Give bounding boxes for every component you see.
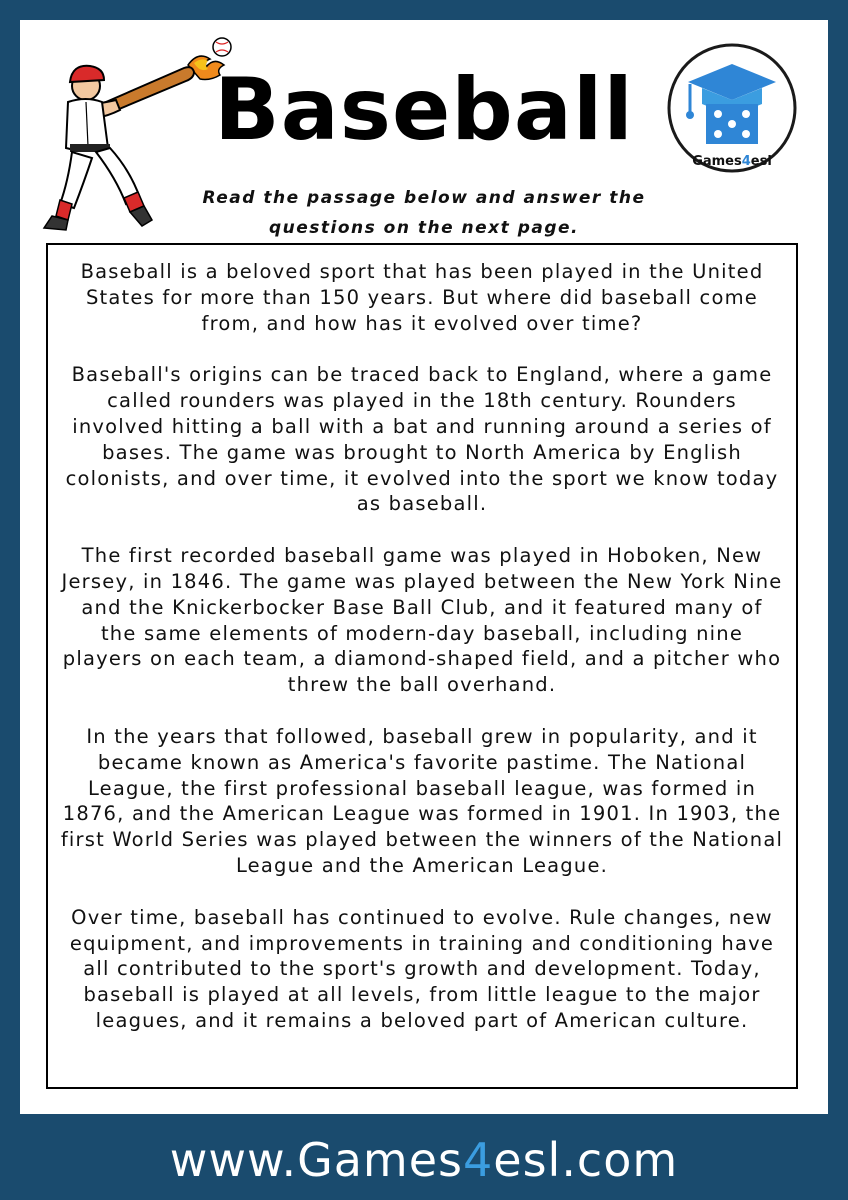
website-footer[interactable]	[0, 1130, 848, 1190]
footer-url-accent: 4	[462, 1133, 494, 1187]
logo-wordmark	[666, 154, 798, 169]
passage-paragraph-1: Baseball is a beloved sport that has been played in the United States for more than 150 years. But where did baseball come from, and how has it evolved over time?	[80, 260, 764, 335]
reading-passage	[48, 259, 796, 1060]
instructions-line-1: Read the passage below and answer the	[202, 188, 646, 208]
passage-paragraph-2: Baseball's origins can be traced back to England, where a game called rounders was played in the 18th century. Rounders involved hitting a ball with a bat and running around a series of bases. The game was brought to North America by English colonists, and over time, it evolved into the sport we know today as baseball.	[65, 363, 779, 516]
logo-text-suffix: esl	[750, 154, 772, 169]
passage-paragraph-3: The first recorded baseball game was played in Hoboken, New Jersey, in 1846. The game was played between the New York Nine and the Knickerbocker Base Ball Club, and it featured many of the same elements of modern-day baseball, including nine players on each team, a diamond-shaped field, and a pitcher who threw the ball overhand.	[61, 544, 783, 697]
instructions-line-2: questions on the next page.	[268, 218, 579, 238]
footer-url-prefix: www.Games	[169, 1133, 463, 1187]
logo-text-accent: 4	[741, 154, 751, 169]
reading-passage-box	[46, 243, 798, 1089]
passage-paragraph-5: Over time, baseball has continued to evolve. Rule changes, new equipment, and improvements in training and conditioning have all contributed to the sport's growth and development. Today, baseball is played at all levels, from little league to the major leagues, and it remains a beloved part of American culture.	[69, 905, 775, 1032]
instructions	[180, 183, 668, 243]
passage-paragraph-4: In the years that followed, baseball grew in popularity, and it became known as America's favorite pastime. The National League, the first professional baseball league, was formed in 1876, and the American League was formed in 1901. In 1903, the first World Series was played between the winners of the National League and the American League.	[60, 724, 784, 877]
logo-text-prefix: Games	[692, 154, 742, 169]
footer-url-suffix: esl.com	[493, 1133, 679, 1187]
page-title: Baseball	[214, 60, 634, 160]
